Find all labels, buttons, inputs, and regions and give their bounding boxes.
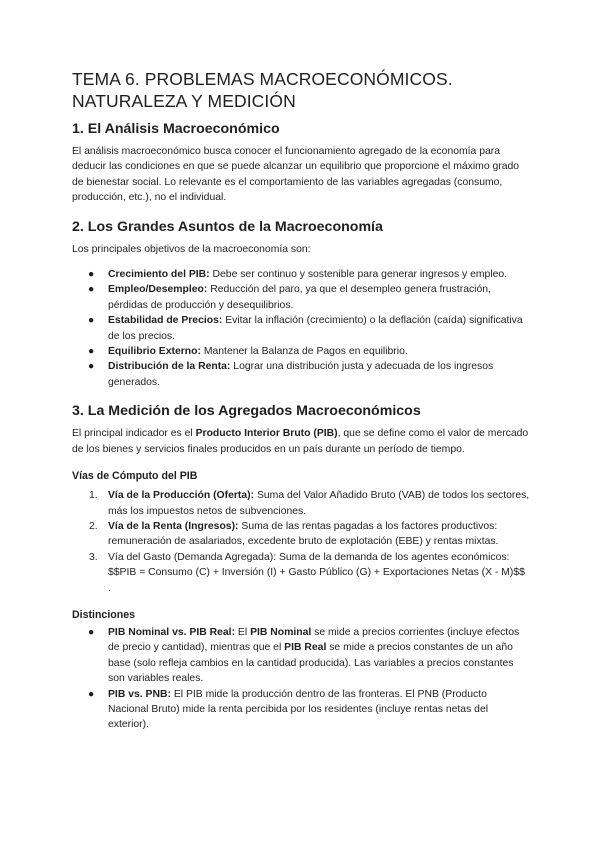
list-item [72,282,530,313]
section-1-paragraph: El análisis macroeconómico busca conocer el funcionamiento agregado de la economía para deducir las condiciones en que se puede alcanzar un equilibrio que proporcione el máximo grado de bienestar social. Lo relevante es el comportamiento de las variables agregadas (consumo, producción, etc.), no el individual. [72,146,520,204]
list-item-term: Vía de la Producción (Oferta): [108,490,255,502]
list-item-term: Estabilidad de Precios: [108,315,223,327]
list-item-term: Crecimiento del PIB: [108,269,210,281]
distinctions-heading: Distinciones [72,608,135,621]
list-item-text: Suma de las rentas pagadas a los factores productivos: remuneración de asalariados, excedente bruto de explotación (EBE) y rentas mixtas. [108,520,499,548]
title-line-1: TEMA 6. PROBLEMAS MACROECONÓMICOS. [72,69,453,89]
list-item [72,519,530,550]
bullet-icon: ● [88,315,95,327]
list-item-text: Suma del Valor Añadido Bruto (VAB) de todos los sectores, más los impuestos netos de subvenciones. [108,490,530,517]
document-title [72,68,530,112]
list-item-text: El PIB mide la producción dentro de las fronteras. El PNB (Producto Nacional Bruto) mide la renta percibida por los residentes (incluye rentas netas del exterior). [108,688,489,731]
bullet-icon: ● [88,688,95,700]
list-item [72,550,530,596]
list-item [72,344,530,359]
paragraph-bold: Producto Interior Bruto (PIB) [195,428,338,440]
list-item-term: Distribución de la Renta: [108,361,231,373]
list-item [72,313,530,344]
list-number: 1. [89,490,98,502]
list-item-text: Mantener la Balanza de Pagos en equilibrio. [200,346,408,358]
section-2-heading: 2. Los Grandes Asuntos de la Macroeconomía [72,218,383,235]
list-item-term: Vía de la Renta (Ingresos): [108,520,239,532]
bullet-icon: ● [88,269,95,281]
list-number: 2. [89,520,98,532]
list-item-text: El [235,626,251,638]
section-3-paragraph [72,426,530,457]
list-item-text: Vía del Gasto (Demanda Agregada): Suma de la demanda de los agentes económicos: [108,551,510,563]
title-line-2: NATURALEZA Y MEDICIÓN [72,91,296,111]
list-item [72,359,530,390]
list-item-text: Reducción del paro, ya que el desempleo genera frustración, pérdidas de producción y desequilibrios. [108,284,491,311]
list-item-term: Equilibrio Externo: [108,346,201,358]
list-item-text: se mide a precios constantes de un año base (solo refleja cambios en la cantidad producida). Las variables a precios constantes son variables reales. [108,642,514,685]
objectives-list [72,267,530,390]
vias-heading: Vías de Cómputo del PIB [72,470,198,483]
paragraph-text: , que se define como el valor de mercado de los bienes y servicios finales producidos en un país durante un período de tiempo. [72,428,529,455]
distinctions-list [72,625,530,733]
list-item [72,488,530,519]
bullet-icon: ● [88,626,95,638]
list-item-text: Lograr una distribución justa y adecuada de los ingresos generados. [108,361,494,388]
list-item-text: Evitar la inflación (crecimiento) o la deflación (caída) significativa de los precios. [108,315,523,342]
list-item-term: PIB Nominal vs. PIB Real: [108,626,236,638]
section-2-intro: Los principales objetivos de la macroeconomía son: [72,243,311,255]
section-1-heading: 1. El Análisis Macroeconómico [72,121,280,137]
list-item-term: Empleo/Desempleo: [108,284,208,296]
list-item-text: se mide a precios corrientes (incluye efectos de precio y cantidad), mientras que el [108,626,520,654]
list-item-text: Debe ser continuo y sostenible para generar ingresos y empleo. [209,269,508,281]
list-item-bold: PIB Real [284,642,327,654]
gdp-formula: $$PIB = Consumo (C) + Inversión (I) + Gasto Público (G) + Exportaciones Netas (X - M)$$ [108,567,525,579]
document-page [72,68,530,733]
list-item-bold: PIB Nominal [250,626,312,638]
paragraph-text: El principal indicador es el [72,428,196,440]
list-item [72,687,530,733]
list-item [72,267,530,282]
section-3-heading: 3. La Medición de los Agregados Macroeconómicos [72,403,421,420]
list-item-term: PIB vs. PNB: [108,688,171,700]
bullet-icon: ● [88,361,95,373]
vias-list [72,488,530,596]
list-number: 3. [89,551,98,563]
formula-tail: . [108,582,111,594]
bullet-icon: ● [88,284,95,296]
list-item [72,625,530,687]
bullet-icon: ● [88,346,95,358]
